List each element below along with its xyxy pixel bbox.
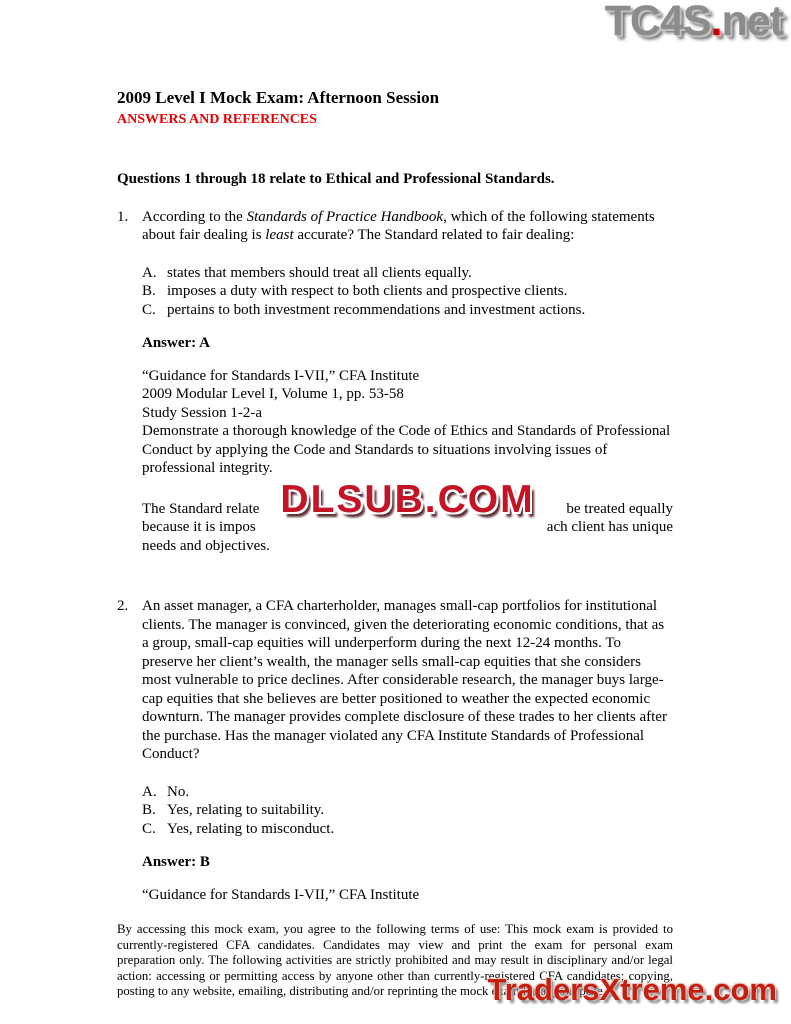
reference-line: “Guidance for Standards I-VII,” CFA Institute	[142, 367, 420, 384]
terms-of-use: By accessing this mock exam, you agree to the following terms of use: This mock exam is provided to currently-registered CFA candidates. Candidates may view and print the exam for personal exam preparation only. The following activities are strictly prohibited and may result in disciplinary and/or legal action: accessing or permitting access by anyone other than currently-registered CFA candidates; copying, posting to any website, emailing, distributing and/or reprinting the mock exam for any purpose.	[117, 922, 673, 999]
option-letter: B.	[142, 802, 156, 818]
watermark-tc4s-tld: net	[721, 0, 783, 45]
los-text: Demonstrate a thorough knowledge of the Code of Ethics and Standards of Professional Conduct by applying the Code and Standards to situations involving issues of professional integrity.	[142, 423, 671, 476]
option-letter: C.	[142, 820, 156, 837]
option-c	[142, 820, 673, 839]
watermark-tc4s	[605, 0, 783, 45]
watermark-tc4s-dot: .	[710, 0, 722, 45]
option-letter: B.	[142, 283, 156, 299]
question-1-references	[142, 367, 673, 478]
answer-label: Answer: B	[142, 854, 210, 870]
stem-italic-least: least	[265, 227, 294, 243]
option-text: No.	[167, 783, 190, 800]
watermark-tradersxtreme: TradersXtreme.com	[487, 972, 777, 1007]
question-2-number: 2.	[117, 598, 129, 614]
reference-line: “Guidance for Standards I-VII,” CFA Institute	[142, 886, 420, 903]
option-letter: A.	[142, 783, 157, 800]
explanation-paragraph	[142, 477, 673, 556]
question-2-stem: An asset manager, a CFA charterholder, manages small-cap portfolios for institutional clients. The manager is convinced, given the deteriorating economic conditions, that as a group, small-cap equities will underperform during the next 12-24 months. To preserve her client’s wealth, the manager sells small-cap equities that she considers most vulnerable to price declines. After considerable research, the manager buys large-cap equities that she believes are better positioned to weather the expected economic downturn. The manager provides complete disclosure of these trades to her clients after the purchase. Has the manager violated any CFA Institute Standards of Professional Conduct?	[142, 598, 667, 762]
watermark-tc4s-name: TC4S	[604, 0, 711, 45]
answers-subtitle: ANSWERS AND REFERENCES	[117, 112, 317, 127]
page-title: 2009 Level I Mock Exam: Afternoon Session	[117, 88, 440, 107]
section-heading: Questions 1 through 18 relate to Ethical and Professional Standards.	[117, 171, 555, 187]
explanation-fragment: because it is impos	[142, 519, 256, 535]
option-b	[142, 801, 673, 820]
question-2	[117, 597, 673, 904]
option-a	[142, 783, 673, 802]
answer-label: Answer: A	[142, 335, 210, 351]
explanation-fragment: be treated equally	[566, 500, 673, 517]
option-text: Yes, relating to suitability.	[167, 802, 325, 818]
option-b	[142, 282, 673, 301]
option-c	[142, 301, 673, 320]
explanation-line: needs and objectives.	[142, 537, 270, 554]
watermark-dlsub: DLSUB.COM	[280, 477, 535, 521]
question-2-options	[142, 783, 673, 839]
option-text: states that members should treat all clients equally.	[167, 264, 472, 281]
reference-line: 2009 Modular Level I, Volume 1, pp. 53-58	[142, 386, 404, 402]
question-1-stem	[142, 208, 673, 245]
option-letter: C.	[142, 301, 156, 318]
document-page	[117, 88, 673, 1000]
option-letter: A.	[142, 264, 157, 281]
option-text: imposes a duty with respect to both clients and prospective clients.	[167, 283, 568, 299]
explanation-line	[142, 518, 673, 537]
reference-line: Study Session 1-2-a	[142, 404, 262, 421]
option-a	[142, 264, 673, 283]
question-2-references	[142, 886, 673, 905]
question-1-number: 1.	[117, 208, 129, 225]
stem-text: accurate? The Standard related to fair dealing:	[293, 227, 575, 243]
explanation-fragment: The Standard relate	[142, 500, 260, 517]
stem-text: , which of the following statements about fair dealing is	[142, 208, 655, 243]
question-1-options	[142, 264, 673, 320]
question-1	[117, 208, 673, 556]
option-text: Yes, relating to misconduct.	[167, 820, 335, 837]
option-text: pertains to both investment recommendations and investment actions.	[167, 301, 586, 318]
stem-italic-title: Standards of Practice Handbook	[246, 208, 444, 225]
explanation-fragment: ach client has unique	[546, 519, 673, 535]
stem-text: According to the	[142, 208, 247, 225]
